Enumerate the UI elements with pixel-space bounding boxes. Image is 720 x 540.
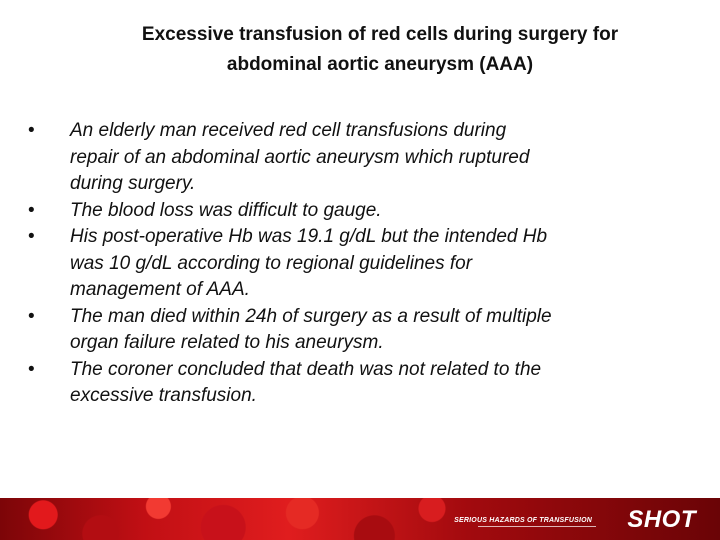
bullet-line: during surgery. xyxy=(70,173,196,194)
footer-tagline: SERIOUS HAZARDS OF TRANSFUSION xyxy=(454,517,592,524)
bullet-line: organ failure related to his aneurysm. xyxy=(70,332,384,353)
footer-banner xyxy=(0,498,720,540)
bullet-item xyxy=(28,198,698,225)
bullet-line: The blood loss was difficult to gauge. xyxy=(70,199,382,221)
bullet-line: excessive transfusion. xyxy=(70,385,257,406)
bullet-dot: • xyxy=(28,199,35,221)
bullet-line: The man died within 24h of surgery as a result of multiple xyxy=(70,305,552,327)
slide-title-line-1: Excessive transfusion of red cells during surgery for xyxy=(141,24,619,45)
bullet-dot: • xyxy=(28,226,35,247)
bullet-line: His post-operative Hb was 19.1 g/dL but the intended Hb xyxy=(70,226,548,247)
shot-logo: SHOT xyxy=(627,506,696,533)
bullet-dot: • xyxy=(28,358,35,380)
slide-title xyxy=(40,20,720,80)
slide-title-line-2: abdominal aortic aneurysm (AAA) xyxy=(226,54,534,75)
bullet-dot: • xyxy=(28,120,35,141)
bullet-item xyxy=(28,224,698,304)
bullet-list xyxy=(28,118,698,410)
bullet-dot: • xyxy=(28,305,35,327)
bullet-line: management of AAA. xyxy=(70,279,250,300)
bullet-line: The coroner concluded that death was not related to the xyxy=(70,358,542,380)
bullet-item xyxy=(28,357,698,410)
bullet-item xyxy=(28,118,698,198)
bullet-item xyxy=(28,304,698,357)
footer-divider xyxy=(478,526,596,527)
bullet-line: was 10 g/dL according to regional guidelines for xyxy=(70,252,473,274)
bullet-line: An elderly man received red cell transfusions during xyxy=(70,120,507,141)
bullet-line: repair of an abdominal aortic aneurysm which ruptured xyxy=(70,146,530,168)
